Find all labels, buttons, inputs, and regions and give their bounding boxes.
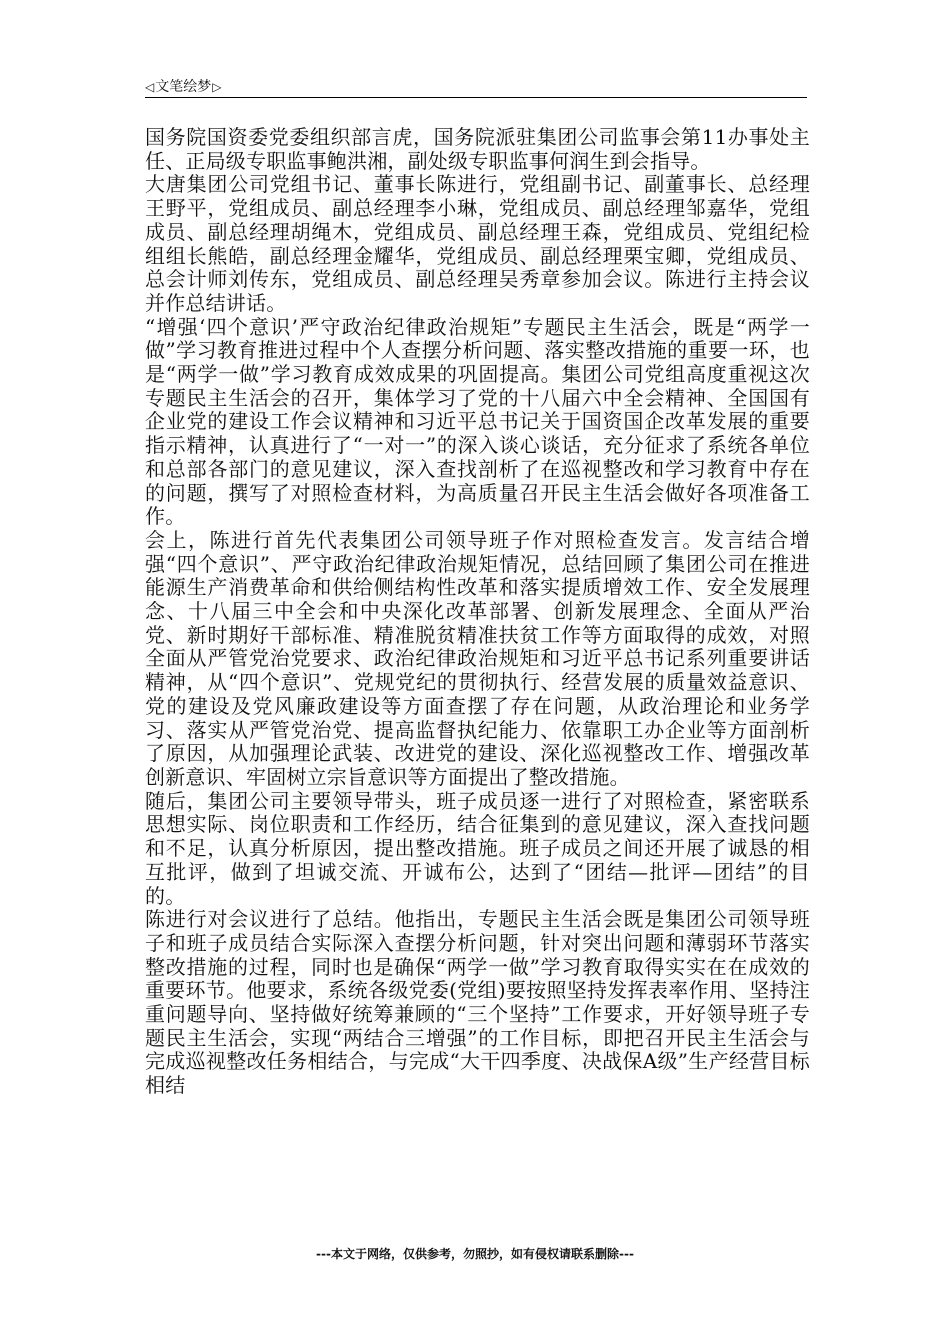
- header-logo-text: 文笔绘梦: [155, 79, 212, 95]
- paragraph-meeting-purpose: “增强‘四个意识’严守政治纪律政治规矩”专题民主生活会，既是“两学一做”学习教育推进过程中个人查摆分析问题、落实整改措施的重要一环，也是“两学一做”学习教育成效成果的巩固提高。集团公司党组高度重视这次专题民主生活会的召开，集体学习了党的十八届六中全会精神、全国国有企业党的建设工作会议精神和习近平总书记关于国资国企改革发展的重要指示精神，认真进行了“一对一”的深入谈心谈话，充分征求了系统各单位和总部各部门的意见建议，深入查找剖析了在巡视整改和学习教育中存在的问题，撰写了对照检查材料，为高质量召开民主生活会做好各项准备工作。: [145, 314, 810, 529]
- paragraph-summary: 陈进行对会议进行了总结。他指出，专题民主生活会既是集团公司领导班子和班子成员结合实际深入查摆分析问题，针对突出问题和薄弱环节落实整改措施的过程，同时也是确保“两学一做”学习教育取得实实在在成效的重要环节。他要求，系统各级党委(党组)要按照坚持发挥表率作用、坚持注重问题导向、坚持做好统筹兼顾的“三个坚持”工作要求，开好领导班子专题民主生活会，实现“两结合三增强”的工作目标，即把召开民主生活会与完成巡视整改任务相结合，与完成“大干四季度、决战保A级”生产经营目标相结: [145, 907, 810, 1098]
- header-logo: [145, 78, 221, 96]
- page-header: [145, 76, 807, 98]
- paragraph-attendees-leaders: 大唐集团公司党组书记、董事长陈进行，党组副书记、副董事长、总经理王野平，党组成员、副总经理李小琳，党组成员、副总经理邹嘉华，党组成员、副总经理胡绳木，党组成员、副总经理王森，党组成员、党组纪检组组长熊皓，副总经理金耀华，党组成员、副总经理栗宝卿，党组成员、总会计师刘传东，党组成员、副总经理吴秀章参加会议。陈进行主持会议并作总结讲话。: [145, 172, 810, 315]
- document-body: [145, 126, 810, 1098]
- paragraph-criticism: 随后，集团公司主要领导带头，班子成员逐一进行了对照检查，紧密联系思想实际、岗位职责和工作经历，结合征集到的意见建议，深入查找问题和不足，认真分析原因，提出整改措施。班子成员之间还开展了诚恳的相互批评，做到了坦诚交流、开诚布公，达到了“团结—批评—团结”的目的。: [145, 788, 810, 908]
- page-footer-disclaimer: ---本文于网络，仅供参考，勿照抄，如有侵权请联系删除---: [316, 1247, 634, 1261]
- paragraph-attendees-guests: 国务院国资委党委组织部言虎，国务院派驻集团公司监事会第11办事处主任、正局级专职监事鲍洪湘，副处级专职监事何润生到会指导。: [145, 125, 810, 173]
- right-triangle-icon: ▷: [212, 80, 222, 94]
- paragraph-self-review: 会上，陈进行首先代表集团公司领导班子作对照检查发言。发言结合增强“四个意识”、严守政治纪律政治规矩情况，总结回顾了集团公司在推进能源生产消费革命和供给侧结构性改革和落实提质增效工作、安全发展理念、十八届三中全会和中央深化改革部署、创新发展理念、全面从严治党、新时期好干部标准、精准脱贫精准扶贫工作等方面取得的成效，对照全面从严管党治党要求、政治纪律政治规矩和习近平总书记系列重要讲话精神，从“四个意识”、党规党纪的贯彻执行、经营发展的质量效益意识、党的建设及党风廉政建设等方面查摆了存在问题，从政治理论和业务学习、落实从严管党治党、提高监督执纪能力、依靠职工办企业等方面剖析了原因，从加强理论武装、改进党的建设、深化巡视整改工作、增强改革创新意识、牢固树立宗旨意识等方面提出了整改措施。: [145, 527, 810, 789]
- left-triangle-icon: ◁: [145, 80, 155, 94]
